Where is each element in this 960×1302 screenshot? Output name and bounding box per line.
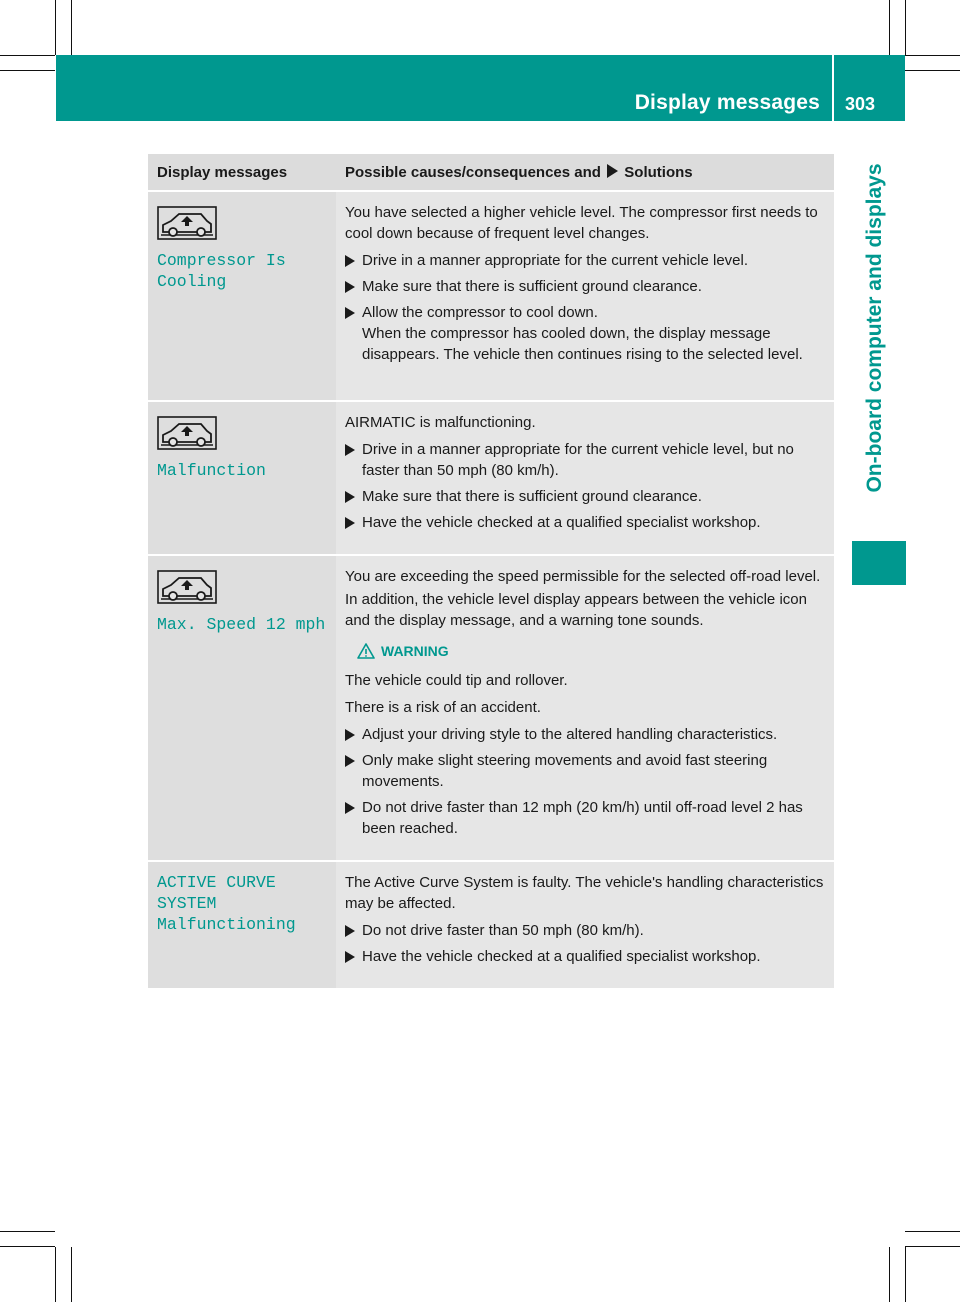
display-message-line: Max. Speed 12 mph [157,615,326,634]
crop-mark [905,0,906,55]
crop-mark [0,1231,55,1232]
warning-triangle-icon [357,643,375,659]
table-row [148,861,834,988]
column-header-causes-label: Possible causes/consequences and [345,163,601,181]
warning-label: WARNING [381,643,449,659]
display-message-line: Malfunction [157,461,266,480]
display-message-cell [148,861,336,988]
step-arrow-icon [345,307,355,319]
solution-step-text: Make sure that there is sufficient ground clearance. [362,278,702,295]
table-row [148,191,834,401]
vehicle-level-icon [157,206,217,240]
table-row [148,555,834,861]
solution-step-text: Only make slight steering movements and avoid fast steering movements. [362,752,768,790]
arrow-right-icon [607,164,618,178]
display-message-line: Malfunctioning [157,915,296,934]
warning-text: The vehicle could tip and rollover. [345,672,568,689]
crop-mark [905,1246,960,1247]
solution-step-text: Make sure that there is sufficient ground clearance. [362,488,702,505]
solution-step-text: Allow the compressor to cool down. [362,304,598,321]
display-message-text [157,872,328,935]
solution-step [345,920,826,941]
display-message-line: Compressor Is [157,251,286,270]
section-tab [852,541,906,585]
solution-step [345,276,826,297]
step-arrow-icon [345,255,355,267]
crop-mark [0,55,55,56]
solution-step [345,797,826,839]
solution-step-text: Do not drive faster than 50 mph (80 km/h). [362,922,644,939]
crop-mark [905,55,960,56]
solution-step [345,486,826,507]
cause-text: You have selected a higher vehicle level. The compressor first needs to cool down because of frequent level changes. [345,204,818,242]
solution-step-text: Adjust your driving style to the altered handling characteristics. [362,726,778,743]
table-header-row [148,154,834,191]
display-message-line: ACTIVE CURVE [157,873,276,892]
solution-cell [336,861,834,988]
cause-text: The Active Curve System is faulty. The vehicle's handling characteristics may be affected. [345,874,824,912]
crop-mark [905,1231,960,1232]
solution-step-text: Have the vehicle checked at a qualified specialist workshop. [362,514,761,531]
solution-note: When the compressor has cooled down, the display message disappears. The vehicle then continues rising to the selected level. [362,325,803,363]
solution-step [345,724,826,745]
solution-step-text: Have the vehicle checked at a qualified specialist workshop. [362,948,761,965]
column-header-display-messages: Display messages [148,154,336,191]
section-side-title [852,122,898,534]
step-arrow-icon [345,951,355,963]
solution-step [345,750,826,792]
crop-mark [71,0,72,55]
solution-step [345,250,826,271]
display-messages-table [148,154,834,988]
section-side-title-text: On-board computer and displays [863,163,886,493]
crop-mark [905,1247,906,1302]
solution-step [345,439,826,481]
crop-mark [889,0,890,55]
crop-mark [55,1247,56,1302]
step-arrow-icon [345,729,355,741]
page-title: Display messages [634,91,820,114]
step-arrow-icon [345,491,355,503]
page-number: 303 [845,94,876,114]
column-header-solutions-label: Solutions [624,163,693,181]
solution-cell [336,555,834,861]
crop-mark [905,70,960,71]
display-message-cell [148,191,336,401]
crop-mark [0,70,55,71]
solution-cell [336,401,834,555]
solution-cell [336,191,834,401]
step-arrow-icon [345,802,355,814]
display-message-line: Cooling [157,272,227,291]
display-message-text [157,460,328,481]
solution-step [345,946,826,967]
solution-step-text: Drive in a manner appropriate for the current vehicle level, but no faster than 50 mph (80 km/h). [362,441,794,479]
header-divider [832,55,834,121]
crop-mark [889,1247,890,1302]
vehicle-level-icon [157,416,217,450]
cause-text: AIRMATIC is malfunctioning. [345,414,536,431]
display-message-cell [148,555,336,861]
solution-step-text: Do not drive faster than 12 mph (20 km/h) until off-road level 2 has been reached. [362,799,803,837]
step-arrow-icon [345,925,355,937]
solution-step [345,302,826,365]
step-arrow-icon [345,444,355,456]
display-message-cell [148,401,336,555]
crop-mark [55,0,56,55]
cause-text-additional: In addition, the vehicle level display appears between the vehicle icon and the display message, and a warning tone sounds. [345,591,807,629]
column-header-solutions [336,154,834,191]
crop-mark [0,1246,55,1247]
cause-text: You are exceeding the speed permissible for the selected off-road level. [345,568,821,585]
warning-heading [357,641,826,662]
vehicle-level-icon [157,570,217,604]
table-row [148,401,834,555]
warning-text: There is a risk of an accident. [345,699,541,716]
step-arrow-icon [345,517,355,529]
solution-step [345,512,826,533]
display-message-text [157,614,328,635]
display-message-line: SYSTEM [157,894,217,913]
solution-step-text: Drive in a manner appropriate for the current vehicle level. [362,252,749,269]
crop-mark [71,1247,72,1302]
step-arrow-icon [345,281,355,293]
display-message-text [157,250,328,292]
step-arrow-icon [345,755,355,767]
